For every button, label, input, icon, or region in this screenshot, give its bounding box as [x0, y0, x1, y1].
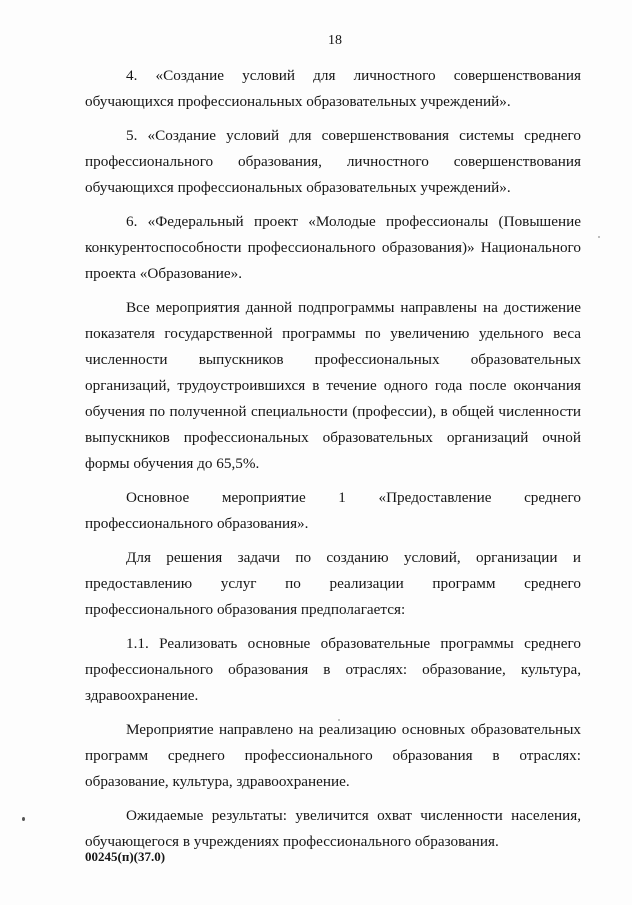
paragraph-activity-direction: Мероприятие направлено на реализацию основных образовательных программ среднего профессионального образования в отраслях: образование, культура, здравоохранение.: [85, 721, 581, 790]
scan-speck: [22, 817, 25, 821]
paragraph-item-5: 5. «Создание условий для совершенствования системы среднего профессионального образования, личностного совершенствования обучающихся профессиональных образовательных учреждений».: [85, 127, 581, 196]
paragraph-task-description: Для решения задачи по созданию условий, организации и предоставлению услуг по реализации программ среднего профессионального образования предполагается:: [85, 549, 581, 618]
page-number: 18: [328, 33, 342, 48]
paragraph-subprogram-summary: Все мероприятия данной подпрограммы направлены на достижение показателя государственной программы по увеличению удельного веса численности выпускников профессиональных образовательных организаций, трудоустроившихся в течение одного года после окончания обучения по полученной специальности (профессии), в общей численности выпускников профессиональных образовательных организаций очной формы обучения до 65,5%.: [85, 299, 581, 472]
paragraph-expected-results: Ожидаемые результаты: увеличится охват численности населения, обучающегося в учреждениях профессионального образования.: [85, 807, 581, 850]
paragraph-item-6: 6. «Федеральный проект «Молодые профессионалы (Повышение конкурентоспособности профессионального образования)» Национального проекта «Образование».: [85, 213, 581, 282]
paragraph-subitem-1-1: 1.1. Реализовать основные образовательные программы среднего профессионального образования в отраслях: образование, культура, здравоохранение.: [85, 635, 581, 704]
document-code: 00245(п)(37.0): [85, 849, 166, 864]
paragraph-item-4: 4. «Создание условий для личностного совершенствования обучающихся профессиональных образовательных учреждений».: [85, 67, 581, 110]
paragraph-main-activity: Основное мероприятие 1 «Предоставление среднего профессионального образования».: [85, 489, 581, 532]
scan-speck: [338, 719, 340, 721]
scan-speck: [598, 236, 600, 238]
document-body: [85, 63, 581, 855]
